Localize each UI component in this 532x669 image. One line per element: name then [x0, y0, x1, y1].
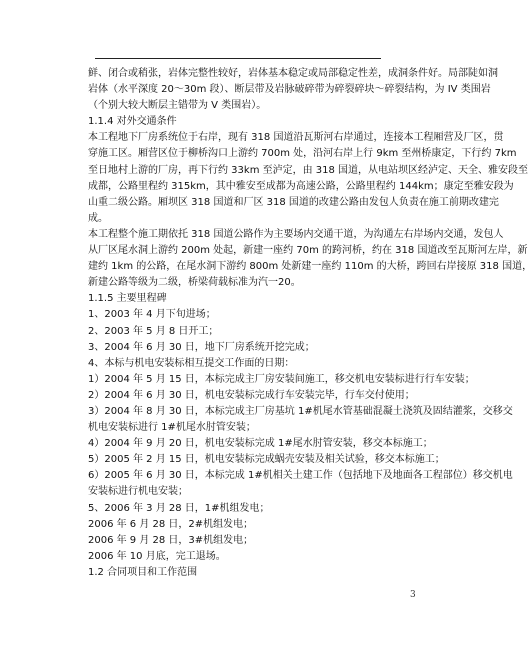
list-item: 安装标进行机电安装；: [88, 486, 188, 498]
text-line: （个别大较大断层主错带为 V 类围岩）。: [88, 100, 267, 112]
text-line: 岩体（水平深度 20～30m 段）、断层带及岩脉破碎带为碎裂碎块～碎裂结构，为 IV 类围岩: [88, 84, 491, 96]
text-line: 成。: [88, 212, 108, 224]
list-item: 4、本标与机电安装标相互提交工作面的日期：: [88, 357, 295, 369]
list-item: 机电安装标进行 1#机尾水肘管安装；: [88, 422, 256, 434]
text-line: 本工程整个施工期依托 318 国道公路作为主要场内交通干道，为沟通左右岸场内交通，发包人: [88, 228, 504, 240]
section-heading: 1.1.4 对外交通条件: [88, 116, 177, 128]
text-line: 成都，公路里程约 315km，其中雅安至成都为高速公路，公路里程约 144km；康定至雅安段为: [88, 180, 514, 192]
list-item: 6）2005 年 6 月 30 日，本标完成 1#机相关土建工作（包括地下及地面各工程部位）移交机电: [88, 470, 513, 482]
list-item: 4）2004 年 9 月 20 日，机电安装标完成 1#尾水肘管安装，移交本标施工；: [88, 438, 433, 450]
list-item: 1）2004 年 5 月 15 日，本标完成主厂房安装间施工，移交机电安装标进行行车安装；: [88, 373, 475, 385]
list-item: 3）2004 年 8 月 30 日，本标完成主厂房基坑 1#机尾水管基础混凝土浇筑及固结灌浆，交移交: [88, 405, 513, 417]
list-item: 5、2006 年 3 月 28 日，1#机组发电；: [88, 502, 270, 514]
text-line: 新建公路等级为二级，桥梁荷载标准为汽一20。: [88, 277, 301, 289]
header-rule: [95, 58, 381, 59]
section-heading: 1.2 合同项目和工作范围: [88, 566, 198, 578]
text-line: 从厂区尾水洞上游约 200m 处起，新建一座约 70m 的跨河桥，约在 318 国道改至瓦斯河左岸，新: [88, 245, 528, 257]
section-heading: 1.1.5 主要里程碑: [88, 293, 167, 305]
page-number: 3: [410, 590, 416, 600]
text-line: 至日地村上游的厂房，再下行约 33km 至泸定，由 318 国道，从电站坝区经泸定、天全、雅安段至: [88, 164, 529, 176]
list-item: 1、2003 年 4 月下旬进场；: [88, 309, 216, 321]
text-line: 本工程地下厂房系统位于右岸，现有 318 国道沿瓦斯河右岸通过，连接本工程厢营及厂区，贯: [88, 132, 504, 144]
text-line: 鲜、闭合或稍张，岩体完整性较好，岩体基本稳定或局部稳定性差，成洞条件好。局部陡如洞: [88, 68, 498, 79]
list-item: 3、2004 年 6 月 30 日，地下厂房系统开挖完成；: [88, 341, 315, 353]
text-line: 穿施工区。厢营区位于柳桥沟口上游约 700m 处，沿河右岸上行 9km 至州桥康定，下行约 7km: [88, 148, 517, 160]
text-line: 山重二级公路。厢坝区 318 国道和厂区 318 国道的改建公路由发包人负责在施工前期改建完: [88, 196, 499, 208]
list-item: 2006 年 6 月 28 日，2#机组发电；: [88, 518, 254, 530]
list-item: 5）2005 年 2 月 15 日，机电安装标完成蜗壳安装及相关试验，移交本标施工；: [88, 454, 445, 466]
list-item: 2）2004 年 6 月 30 日，机电安装标完成行车安装完毕，行车交付使用；: [88, 389, 415, 401]
list-item: 2、2003 年 5 月 8 日开工；: [88, 325, 219, 337]
list-item: 2006 年 10 月底，完工退场。: [88, 550, 226, 562]
list-item: 2006 年 9 月 28 日，3#机组发电；: [88, 534, 254, 546]
document-body: [88, 66, 532, 581]
text-line: 建约 1km 的公路，在尾水洞下游约 800m 处新建一座约 110m 的大桥，跨回右岸接原 318 国道，: [88, 261, 532, 273]
